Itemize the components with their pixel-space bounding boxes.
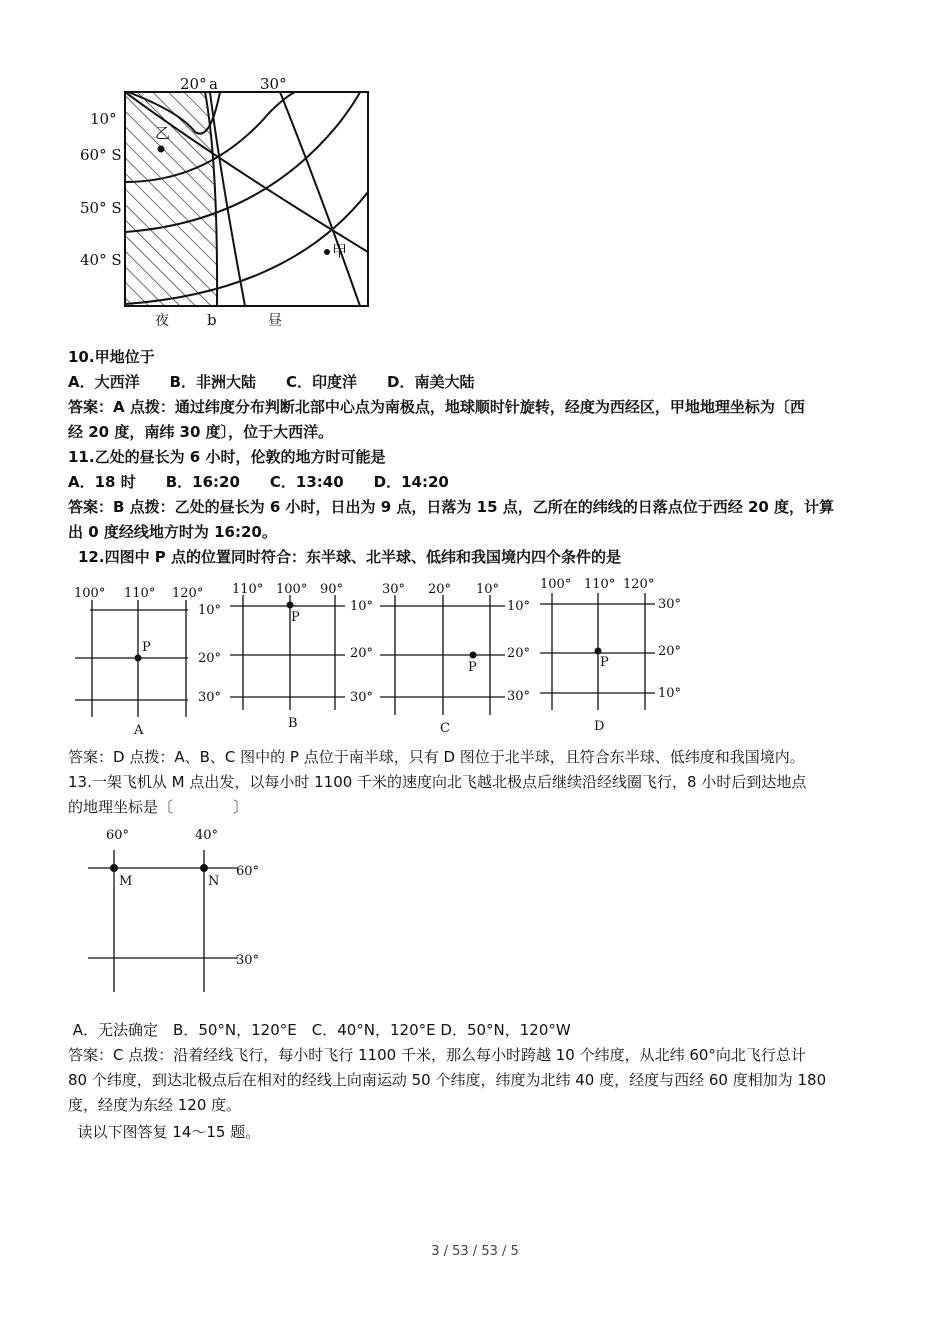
svg-text:P: P	[142, 640, 151, 655]
read-prompt: 读以下图答复 14～15 题。	[68, 1123, 261, 1141]
left-label-50s: 50° S	[80, 199, 122, 217]
grid-d-point	[595, 648, 602, 655]
svg-text:10°: 10°	[476, 582, 500, 597]
svg-text:110°: 110°	[124, 586, 156, 601]
bottom-label-day: 昼	[268, 313, 282, 329]
bottom-label-b: b	[207, 311, 217, 329]
svg-text:20°: 20°	[658, 644, 682, 659]
q11-answer-line1: 答案：B 点拨：乙处的昼长为 6 小时，日出为 9 点，日落为 15 点，乙所在的纬线的日落点位于西经 20 度，计算	[68, 498, 835, 516]
q13-answer-line3: 度，经度为东经 120 度。	[68, 1096, 242, 1114]
grid-b-point	[287, 602, 294, 609]
svg-text:10°: 10°	[658, 686, 682, 701]
q13-question-line1: 13.一架飞机从 M 点出发，以每小时 1100 千米的速度向北飞越北极点后继续沿经线圈飞行，8 小时后到达地点	[68, 773, 807, 791]
top-label-20: 20°	[180, 75, 207, 93]
left-label-40s: 40° S	[80, 251, 122, 269]
q13-answer-line2: 80 个纬度，到达北极点后在相对的经线上向南运动 50 个纬度，纬度为北纬 40 度，经度与西经 60 度相加为 180	[68, 1071, 827, 1089]
point-jia-label: 甲	[332, 242, 348, 260]
q13-question-line2: 的地理坐标是〔 〕	[68, 798, 249, 816]
meridian-line	[280, 92, 360, 306]
svg-text:120°: 120°	[172, 586, 204, 601]
q13-options: A．无法确定 B．50°N，120°E C．40°N，120°E D．50°N，120°W	[68, 1021, 571, 1039]
q13-answer-line1: 答案：C 点拨：沿着经线飞行，每小时飞行 1100 千米，那么每小时跨越 10 个纬度，从北纬 60°向北飞行总计	[68, 1046, 806, 1064]
svg-text:30°: 30°	[658, 597, 682, 612]
label-m: M	[119, 874, 133, 889]
point-yi-marker	[158, 146, 165, 153]
svg-text:30°: 30°	[198, 690, 222, 705]
svg-text:120°: 120°	[623, 577, 655, 592]
q12-grids-figure	[70, 575, 700, 740]
label-n: N	[208, 874, 220, 889]
svg-text:10°: 10°	[350, 599, 374, 614]
grid-c-point	[470, 652, 477, 659]
svg-text:40°: 40°	[195, 828, 219, 843]
svg-text:A: A	[134, 723, 144, 738]
bottom-label-night: 夜	[155, 313, 169, 329]
q11-options: A．18 时 B．16:20 C．13:40 D．14:20	[68, 473, 449, 491]
svg-text:90°: 90°	[320, 582, 344, 597]
svg-text:20°: 20°	[350, 646, 374, 661]
polar-map-figure	[70, 72, 390, 334]
grid-d	[540, 577, 681, 734]
svg-text:P: P	[468, 660, 477, 675]
grid-b	[230, 582, 373, 731]
svg-text:100°: 100°	[540, 577, 572, 592]
grid-a	[74, 586, 221, 738]
svg-text:100°: 100°	[74, 586, 106, 601]
svg-text:110°: 110°	[584, 577, 616, 592]
point-m	[110, 864, 118, 872]
page-footer: 3 / 53 / 53 / 5	[431, 1244, 519, 1259]
svg-text:100°: 100°	[276, 582, 308, 597]
svg-text:20°: 20°	[428, 582, 452, 597]
point-jia-marker	[324, 249, 330, 255]
left-label-60s: 60° S	[80, 146, 122, 164]
q13-grid-figure	[80, 822, 280, 997]
q10-answer-line2: 经 20 度，南纬 30 度〕，位于大西洋。	[68, 423, 334, 441]
q12-question: 12.四图中 P 点的位置同时符合：东半球、北半球、低纬和我国境内四个条件的是	[78, 548, 622, 566]
svg-text:30°: 30°	[382, 582, 406, 597]
svg-text:20°: 20°	[507, 646, 531, 661]
svg-text:60°: 60°	[236, 864, 260, 879]
q10-answer-line1: 答案：A 点拨：通过纬度分布判断北部中心点为南极点，地球顺时针旋转，经度为西经区，甲地地理坐标为〔西	[68, 398, 805, 416]
q11-answer-line2: 出 0 度经线地方时为 16:20。	[68, 523, 277, 541]
grid-a-point	[135, 655, 142, 662]
svg-text:D: D	[594, 719, 605, 734]
q10-question: 10.甲地位于	[68, 348, 155, 366]
point-yi-label: 乙	[155, 124, 171, 142]
grid-c	[380, 582, 530, 736]
svg-text:P: P	[291, 610, 300, 625]
svg-text:30°: 30°	[507, 689, 531, 704]
q10-options: A．大西洋 B．非洲大陆 C．印度洋 D．南美大陆	[68, 373, 475, 391]
left-label-10: 10°	[90, 110, 117, 128]
top-label-30: 30°	[260, 75, 287, 93]
svg-text:30°: 30°	[350, 690, 374, 705]
svg-text:P: P	[600, 655, 609, 670]
svg-text:20°: 20°	[198, 651, 222, 666]
svg-text:10°: 10°	[507, 599, 531, 614]
svg-text:10°: 10°	[198, 603, 222, 618]
q12-answer: 答案：D 点拨：A、B、C 图中的 P 点位于南半球，只有 D 图位于北半球，且符合东半球、低纬度和我国境内。	[68, 748, 805, 766]
svg-text:C: C	[440, 721, 450, 736]
svg-text:60°: 60°	[106, 828, 130, 843]
svg-text:110°: 110°	[232, 582, 264, 597]
svg-text:30°: 30°	[236, 953, 260, 968]
q11-question: 11.乙处的昼长为 6 小时，伦敦的地方时可能是	[68, 448, 386, 466]
point-n	[200, 864, 208, 872]
top-label-a: a	[209, 75, 218, 93]
svg-text:B: B	[288, 716, 298, 731]
